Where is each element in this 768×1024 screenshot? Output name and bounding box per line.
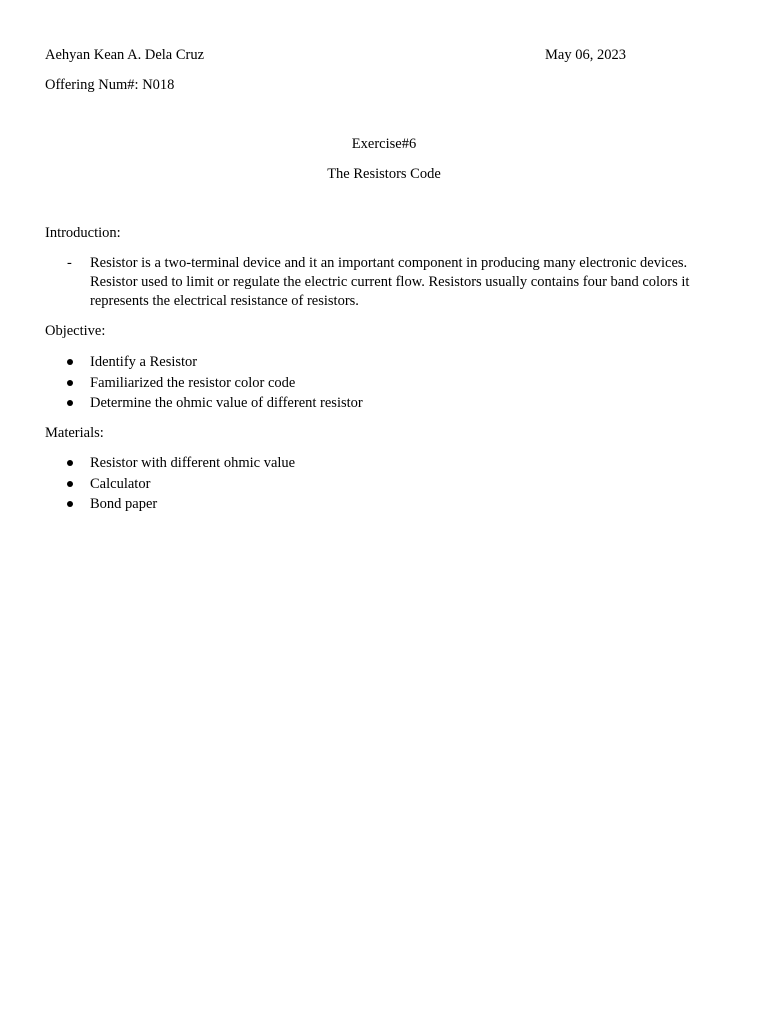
bullet-dot-icon [67,380,73,386]
materials-list [45,454,725,516]
list-item [45,353,725,374]
list-item [45,475,725,496]
introduction-text: Resistor is a two-terminal device and it an important component in producing many electronic devices. Resistor used to limit or regulate the electric current flow. Resistors usually contains four band colors it represents the electrical resistance of resistors. [90,255,690,309]
header-row [45,46,626,65]
material-item-text: Resistor with different ohmic value [90,455,296,471]
objective-heading: Objective: [45,323,106,339]
offering-number: Offering Num#: N018 [45,77,175,93]
exercise-subtitle: The Resistors Code [327,166,441,182]
objective-item-text: Familiarized the resistor color code [90,374,296,391]
list-item [45,254,725,311]
list-item [45,454,725,475]
introduction-heading: Introduction: [45,225,121,241]
objective-list [45,353,725,415]
author-name: Aehyan Kean A. Dela Cruz [45,47,205,63]
list-item [45,495,725,516]
material-item-text: Calculator [90,475,151,492]
bullet-dot-icon [67,359,73,365]
bullet-dot-icon [67,501,73,507]
list-item [45,394,725,415]
material-item-text: Bond paper [90,496,158,512]
document-date: May 06, 2023 [545,47,626,63]
bullet-dot-icon [67,400,73,406]
bullet-dot-icon [67,460,73,466]
exercise-title: Exercise#6 [351,136,417,152]
objective-item-text: Identify a Resistor [90,354,198,370]
objective-item-text: Determine the ohmic value of different resistor [90,395,363,411]
bullet-dot-icon [67,481,73,487]
list-item [45,374,725,395]
materials-heading: Materials: [45,425,104,441]
dash-marker: - [67,255,72,271]
introduction-list [45,254,725,311]
